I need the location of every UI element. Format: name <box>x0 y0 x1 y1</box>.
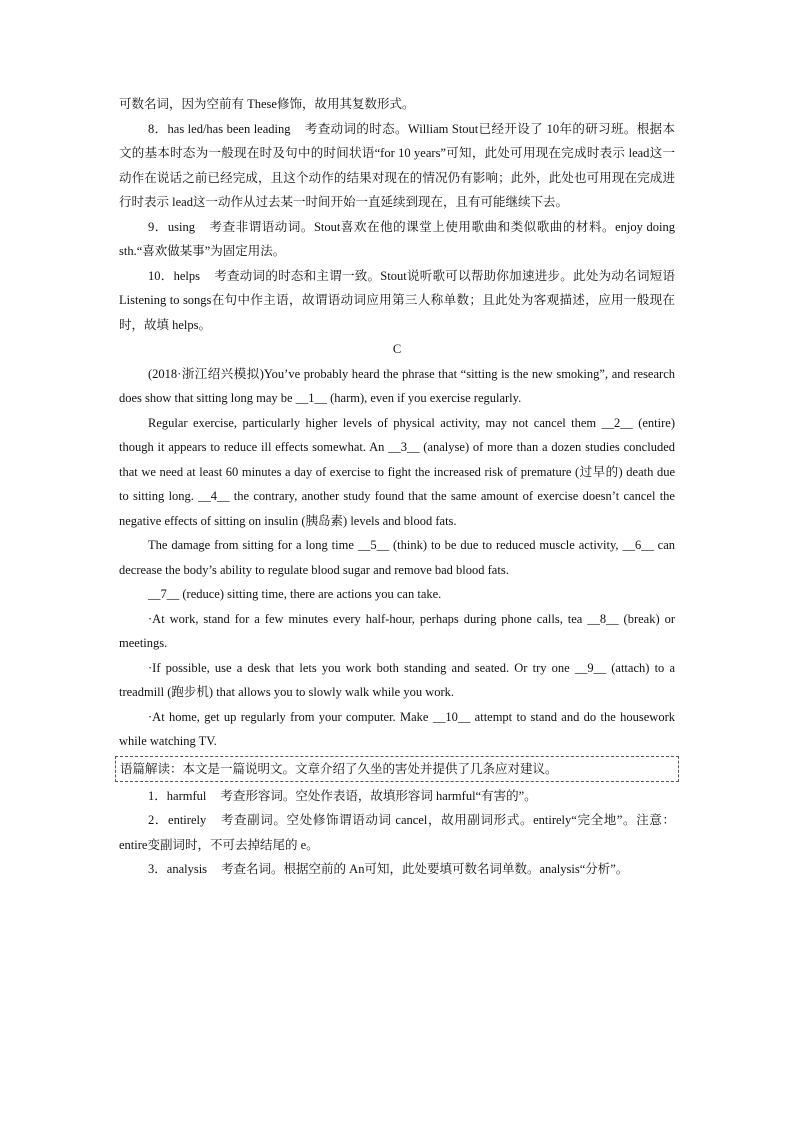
passage-text: (reduce) sitting time, there are actions you can take. <box>179 587 442 601</box>
passage-paragraph-3 <box>119 533 675 582</box>
passage-text: (analyse) of more than a dozen studies concluded that we need at least 60 minutes a day of exercise to fight the increased risk of premature (过早的) death due to sitting long. <box>119 440 675 503</box>
passage-text: the contrary, another study found that the same amount of exercise doesn’t cancel the negative effects of sitting on insulin (胰岛素) levels and blood fats. <box>119 489 675 528</box>
answer-2 <box>119 808 675 857</box>
passage-bullet-desk <box>119 656 675 705</box>
passage-summary-box: 语篇解读：本文是一篇说明文。文章介绍了久坐的害处并提供了几条应对建议。 <box>115 756 679 782</box>
passage-text: ·If possible, use a desk that lets you work both standing and seated. Or try one <box>148 660 575 675</box>
answer-1-explanation: 考查形容词。空处作表语，故填形容词 harmful“有害的”。 <box>220 788 537 803</box>
passage-text: The damage from sitting for a long time <box>148 538 358 552</box>
passage-text: (harm), even if you exercise regularly. <box>326 391 522 405</box>
passage-paragraph-1 <box>119 362 675 411</box>
blank-1: __1__ <box>295 391 327 405</box>
blank-4: __4__ <box>198 489 230 503</box>
answer-8-explanation: 考查动词的时态。William Stout已经开设了 10年的研习班。根据本文的基本时态为一般现在时及句中的时间状语“for 10 years”可知，此处可用现在完成时表示 lead这一动作在说话之前已经完成，且这个动作的结果对现在的情况仍有影响；此外，此处也可用现在完成进行时表示 lead这一动作从过去某一时间开始一直延续到现在，且有可能继续下去。 <box>119 121 675 209</box>
answer-1-key: harmful <box>166 788 207 803</box>
answer-3-explanation: 考查名词。根据空前的 An可知，此处要填可数名词单数。analysis“分析”。 <box>221 862 629 876</box>
answer-1 <box>119 784 675 809</box>
answer-2-explanation: 考查副词。空处修饰谓语动词 cancel，故用副词形式。entirely“完全地”。注意：entire变副词时，不可去掉结尾的 e。 <box>119 813 675 852</box>
answer-9-key: using <box>167 219 195 234</box>
passage-text: (think) to be due to reduced muscle activity, <box>389 538 623 552</box>
passage-text: (2018·浙江绍兴模拟)You’ve probably heard the phrase that “sitting is the new smoking”, and research does show that sitting long may be <box>119 366 675 405</box>
passage-text: ·At work, stand for a few minutes every half-hour, perhaps during phone calls, tea <box>148 611 588 626</box>
passage-paragraph-2 <box>119 411 675 534</box>
passage-text: attempt to stand and do the housework while watching TV. <box>119 709 675 748</box>
passage-text: (break) or meetings. <box>119 611 675 650</box>
blank-2: __2__ <box>601 415 633 430</box>
answer-8-key: has led/has been leading <box>167 121 291 136</box>
answer-3-key: analysis <box>166 862 208 876</box>
answer-2-label: 2． <box>148 813 169 827</box>
answer-1-label: 1． <box>148 788 167 803</box>
blank-8: __8__ <box>587 611 619 626</box>
section-heading: C <box>392 342 402 356</box>
blank-10: __10__ <box>432 709 471 724</box>
answer-10-explanation: 考查动词的时态和主谓一致。Stout说听歌可以帮助你加速进步。此处为动名词短语 Listening to songs在句中作主语，故谓语动词应用第三人称单数；且此处为客观描述，应用一般现在时，故填 helps。 <box>119 268 675 332</box>
passage-text: (entire) though it appears to reduce ill effects somewhat. An <box>119 415 675 454</box>
answer-2-key: entirely <box>168 813 207 827</box>
passage-text: Regular exercise, particularly higher levels of physical activity, may not cancel them <box>148 415 602 430</box>
answer-10-label: 10． <box>148 268 174 283</box>
passage-text: ·At home, get up regularly from your computer. Make <box>148 709 433 724</box>
passage-paragraph-4 <box>119 582 675 607</box>
previous-answer-tail: 可数名词，因为空前有 These修饰，故用其复数形式。 <box>119 97 415 111</box>
blank-9: __9__ <box>574 660 607 675</box>
passage-bullet-work <box>119 607 675 656</box>
answer-10-key: helps <box>173 268 200 283</box>
answer-3 <box>119 857 675 882</box>
passage-bullet-home <box>119 705 675 754</box>
blank-6: __6__ <box>622 538 654 552</box>
answer-8 <box>119 117 675 215</box>
answer-9-label: 9． <box>148 219 168 234</box>
document-page <box>119 92 675 882</box>
answer-8-label: 8． <box>148 121 168 136</box>
passage-text: (attach) to a treadmill (跑步机) that allows you to slowly walk while you work. <box>119 660 675 699</box>
answer-9-explanation: 考查非谓语动词。Stout喜欢在他的课堂上使用歌曲和类似歌曲的材料。enjoy doing sth.“喜欢做某事”为固定用法。 <box>119 219 675 258</box>
blank-7: __7__ <box>148 587 180 601</box>
blank-3: __3__ <box>388 440 420 454</box>
passage-text: can decrease the body’s ability to regulate blood sugar and remove bad blood fats. <box>119 538 676 577</box>
answer-10 <box>119 264 675 338</box>
answer-3-label: 3． <box>148 862 167 876</box>
blank-5: __5__ <box>357 538 390 552</box>
answer-9 <box>119 215 675 264</box>
